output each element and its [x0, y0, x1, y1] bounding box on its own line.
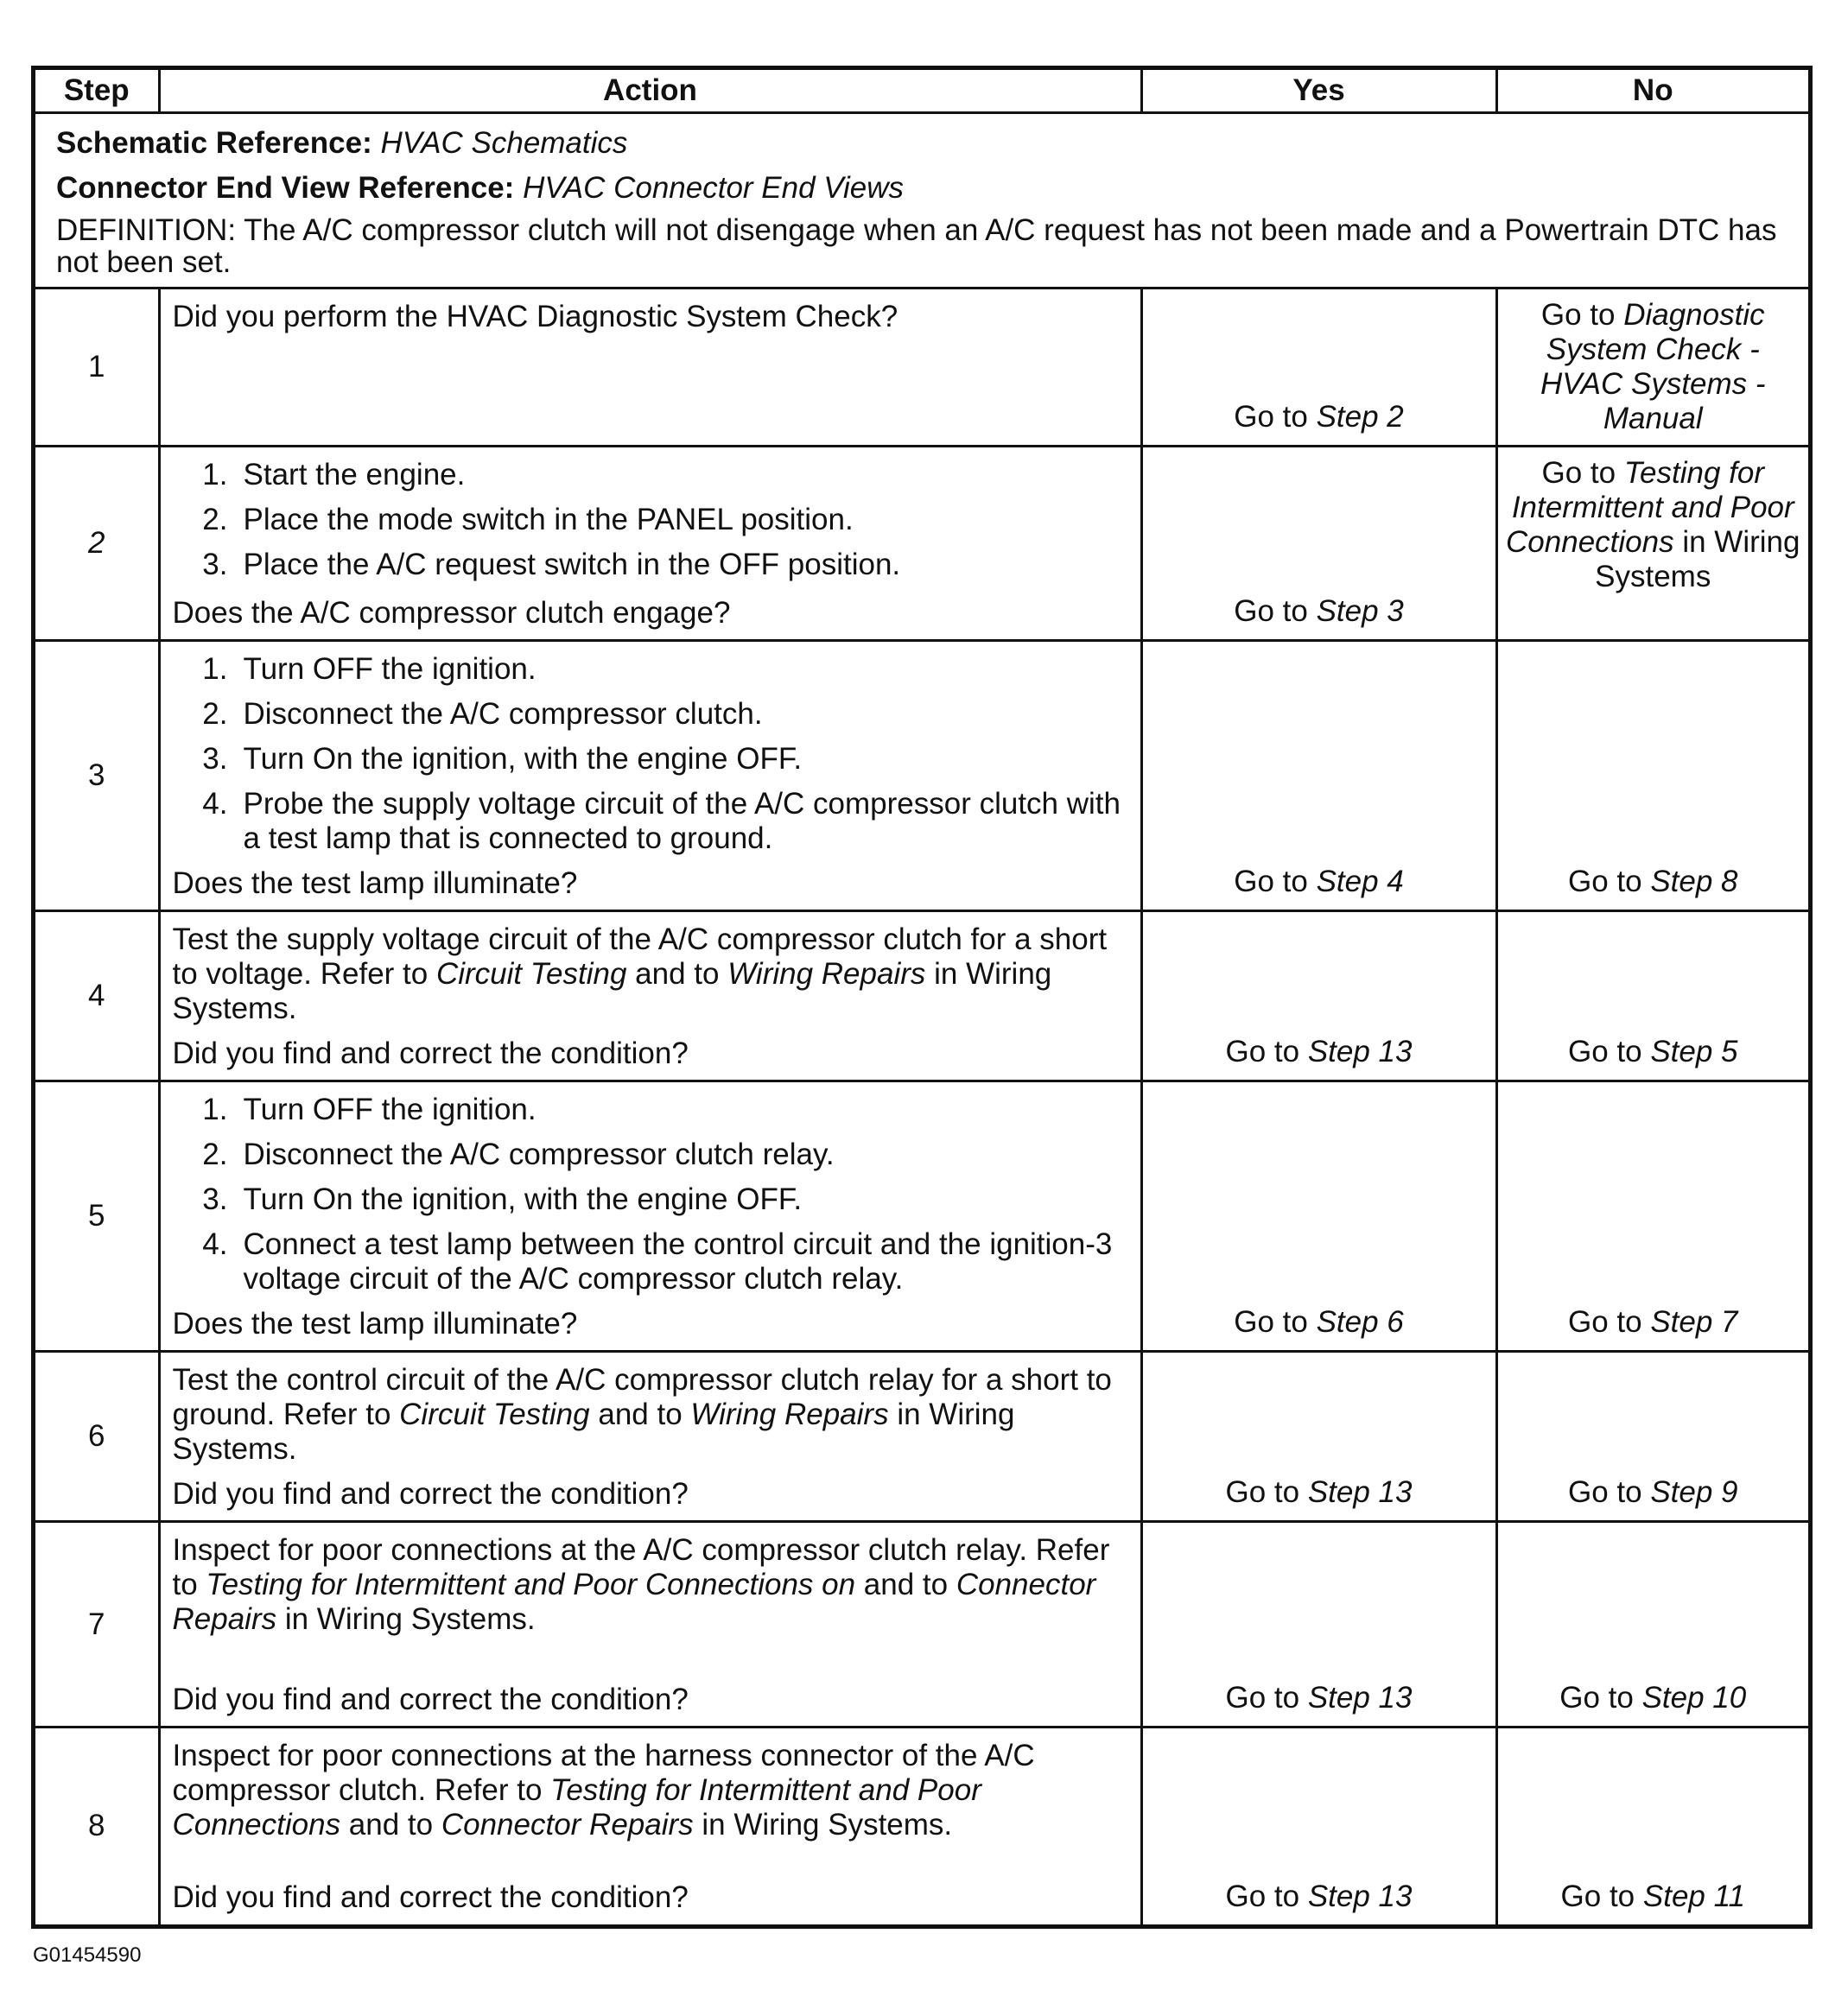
step-number: 3 — [35, 641, 159, 911]
action-body — [173, 1093, 1132, 1307]
step-row — [35, 911, 1808, 1081]
no-action-link[interactable]: Step 11 — [1642, 1879, 1745, 1913]
action-body — [173, 1533, 1132, 1647]
action-content — [173, 652, 1132, 901]
paragraph-text: and to — [626, 957, 728, 991]
yes-action-prefix: Go to — [1234, 1305, 1317, 1339]
paragraph-link[interactable]: Wiring Repairs — [727, 957, 926, 991]
no-action-prefix: Go to — [1567, 1475, 1651, 1509]
header-no: No — [1496, 70, 1808, 113]
action-step-number: 1. — [202, 1093, 228, 1126]
step-action — [159, 447, 1141, 641]
step-action — [159, 288, 1141, 447]
step-question: Did you find and correct the condition? — [172, 1880, 689, 1914]
step-row — [35, 1081, 1808, 1352]
no-action[interactable] — [1496, 288, 1808, 447]
yes-action-prefix: Go to — [1225, 1475, 1308, 1509]
reference-row — [35, 113, 1808, 288]
action-body — [173, 458, 1132, 593]
yes-action[interactable] — [1141, 1352, 1496, 1522]
action-step-text: Turn On the ignition, with the engine OFF. — [243, 1182, 803, 1216]
action-step-item — [173, 787, 1132, 856]
step-rows — [35, 288, 1808, 1924]
yes-action[interactable] — [1141, 288, 1496, 447]
action-step-number: 2. — [202, 1138, 228, 1171]
step-action — [159, 1522, 1141, 1728]
yes-action[interactable] — [1141, 1522, 1496, 1728]
no-action[interactable] — [1496, 1522, 1808, 1728]
step-row — [35, 1522, 1808, 1728]
step-number: 4 — [35, 911, 159, 1081]
action-content — [173, 458, 1132, 631]
step-question: Does the test lamp illuminate? — [172, 866, 578, 900]
step-number: 8 — [35, 1728, 159, 1924]
step-number: 1 — [35, 288, 159, 447]
yes-action[interactable] — [1141, 1728, 1496, 1924]
action-body — [173, 300, 1132, 334]
diagnostic-table — [35, 70, 1808, 1924]
no-action[interactable] — [1496, 447, 1808, 641]
action-paragraph — [173, 922, 1132, 1026]
action-step-item — [173, 1227, 1132, 1296]
paragraph-link[interactable]: Circuit Testing — [435, 957, 627, 991]
yes-action-link[interactable]: Step 13 — [1307, 1681, 1413, 1715]
connector-reference — [56, 166, 1787, 211]
yes-action-prefix: Go to — [1225, 1035, 1308, 1068]
no-action-prefix: Go to — [1567, 1035, 1651, 1068]
header-action: Action — [159, 70, 1141, 113]
yes-action-link[interactable]: Step 3 — [1316, 594, 1404, 628]
step-number: 6 — [35, 1352, 159, 1522]
step-number: 7 — [35, 1522, 159, 1728]
no-action-suffix: in Wiring Systems — [1595, 525, 1800, 593]
no-action-link[interactable]: Step 7 — [1650, 1305, 1738, 1339]
yes-action[interactable] — [1141, 911, 1496, 1081]
paragraph-text: and to — [589, 1398, 691, 1431]
paragraph-text: in Wiring Systems. — [693, 1808, 953, 1842]
step-question: Did you find and correct the condition? — [172, 1037, 689, 1070]
no-action-prefix: Go to — [1567, 865, 1651, 898]
yes-action[interactable] — [1141, 641, 1496, 911]
action-step-number: 2. — [202, 697, 228, 731]
paragraph-text: Test the supply voltage circuit of the A/C compressor clutch for a short to voltage. Refer to — [172, 922, 1108, 991]
action-step-text: Place the A/C request switch in the OFF position. — [243, 548, 901, 581]
step-question: Did you perform the HVAC Diagnostic System Check? — [172, 300, 898, 333]
paragraph-text: Inspect for poor connections at the A/C compressor clutch relay. Refer to — [172, 1533, 1110, 1601]
action-paragraph — [173, 1739, 1132, 1842]
no-action-prefix: Go to — [1540, 298, 1624, 332]
yes-action-prefix: Go to — [1234, 400, 1317, 434]
paragraph-text: in Wiring Systems. — [172, 1398, 1015, 1466]
yes-action-link[interactable]: Step 4 — [1316, 865, 1404, 898]
paragraph-text: and to — [855, 1568, 956, 1601]
no-action-link[interactable]: Step 5 — [1650, 1035, 1738, 1068]
paragraph-link[interactable]: Circuit Testing — [399, 1398, 590, 1431]
step-question: Does the A/C compressor clutch engage? — [172, 596, 731, 630]
action-content — [173, 300, 1132, 436]
reference-cell — [35, 113, 1808, 288]
diagnostic-table-frame — [31, 66, 1813, 1929]
paragraph-link[interactable]: Testing for Intermittent and Poor Connections — [172, 1773, 981, 1842]
yes-action-link[interactable]: Step 6 — [1316, 1305, 1404, 1339]
action-step-number: 3. — [202, 548, 228, 581]
no-action[interactable] — [1496, 911, 1808, 1081]
step-row — [35, 1728, 1808, 1924]
figure-id: G01454590 — [33, 1943, 142, 1967]
step-action — [159, 641, 1141, 911]
yes-action-prefix: Go to — [1234, 865, 1317, 898]
yes-action-prefix: Go to — [1234, 594, 1317, 628]
paragraph-text: in Wiring Systems. — [172, 957, 1052, 1025]
action-step-item — [173, 503, 1132, 537]
schematic-reference — [56, 121, 1787, 166]
action-content — [173, 1363, 1132, 1512]
action-step-item — [173, 652, 1132, 687]
header-row — [35, 70, 1808, 113]
action-step-text: Turn OFF the ignition. — [243, 652, 537, 686]
paragraph-link[interactable]: Wiring Repairs — [690, 1398, 889, 1431]
step-row — [35, 447, 1808, 641]
step-action — [159, 1081, 1141, 1352]
no-action-prefix: Go to — [1559, 1681, 1642, 1715]
yes-action-link[interactable]: Step 13 — [1307, 1035, 1413, 1068]
step-question: Did you find and correct the condition? — [172, 1683, 689, 1716]
definition-text: DEFINITION: The A/C compressor clutch will not disengage when an A/C request has not been made and a Powertrain DTC has not been set. — [56, 213, 1777, 279]
no-action[interactable] — [1496, 1352, 1808, 1522]
paragraph-text: Inspect for poor connections at the harness connector of the A/C compressor clutch. Refer to — [172, 1739, 1035, 1807]
action-steps-list — [173, 1093, 1132, 1296]
no-action-prefix: Go to — [1567, 1305, 1651, 1339]
action-content — [173, 1093, 1132, 1341]
no-action-link[interactable]: Step 8 — [1650, 865, 1738, 898]
action-step-text: Place the mode switch in the PANEL position. — [243, 503, 854, 536]
yes-action-prefix: Go to — [1225, 1879, 1308, 1913]
no-action-link[interactable]: Diagnostic System Check - HVAC Systems - Manual — [1540, 298, 1766, 435]
step-row — [35, 288, 1808, 447]
yes-action-prefix: Go to — [1225, 1681, 1308, 1715]
action-body — [173, 652, 1132, 866]
yes-action-link[interactable]: Step 2 — [1316, 400, 1404, 434]
action-content — [173, 1533, 1132, 1717]
no-action-prefix: Go to — [1560, 1879, 1643, 1913]
action-paragraph — [173, 1363, 1132, 1467]
step-number: 2 — [35, 447, 159, 641]
action-step-text: Turn On the ignition, with the engine OFF. — [243, 742, 803, 776]
action-paragraph — [173, 1533, 1132, 1637]
action-step-number: 4. — [202, 1227, 228, 1261]
action-steps-list — [173, 652, 1132, 856]
paragraph-link[interactable]: Connector Repairs — [172, 1568, 1096, 1636]
action-step-number: 2. — [202, 503, 228, 536]
no-action-prefix: Go to — [1541, 456, 1624, 490]
step-number: 5 — [35, 1081, 159, 1352]
header-step: Step — [35, 70, 159, 113]
action-step-number: 3. — [202, 1182, 228, 1216]
connector-reference-label: Connector End View Reference: — [56, 171, 515, 205]
action-step-text: Probe the supply voltage circuit of the A/C compressor clutch with a test lamp that is connected to ground. — [243, 787, 1121, 855]
action-step-text: Connect a test lamp between the control circuit and the ignition-3 voltage circuit of the A/C compressor clutch relay. — [243, 1227, 1113, 1296]
action-step-number: 3. — [202, 742, 228, 776]
no-action-link[interactable]: Step 10 — [1641, 1681, 1747, 1715]
step-action — [159, 911, 1141, 1081]
no-action[interactable] — [1496, 641, 1808, 911]
action-step-item — [173, 458, 1132, 492]
action-step-text: Turn OFF the ignition. — [243, 1093, 537, 1126]
paragraph-text: in Wiring Systems. — [276, 1602, 536, 1636]
action-steps-list — [173, 458, 1132, 582]
action-content — [173, 922, 1132, 1071]
action-step-item — [173, 742, 1132, 777]
action-step-item — [173, 1182, 1132, 1217]
step-question: Did you find and correct the condition? — [172, 1477, 689, 1511]
action-step-text: Disconnect the A/C compressor clutch relay. — [243, 1138, 835, 1171]
action-body — [173, 1363, 1132, 1477]
paragraph-link[interactable]: Testing for Intermittent and Poor Connections on — [206, 1568, 856, 1601]
schematic-reference-label: Schematic Reference: — [56, 126, 372, 160]
yes-action-link[interactable]: Step 13 — [1307, 1879, 1413, 1913]
action-content — [173, 1739, 1132, 1915]
no-action[interactable] — [1496, 1081, 1808, 1352]
step-row — [35, 641, 1808, 911]
yes-action[interactable] — [1141, 1081, 1496, 1352]
yes-action[interactable] — [1141, 447, 1496, 641]
action-step-item — [173, 548, 1132, 582]
paragraph-text: and to — [340, 1808, 441, 1842]
no-action-link[interactable]: Step 9 — [1650, 1475, 1738, 1509]
action-step-item — [173, 1093, 1132, 1127]
action-step-text: Start the engine. — [243, 458, 466, 491]
yes-action-link[interactable]: Step 13 — [1307, 1475, 1413, 1509]
connector-reference-link[interactable]: HVAC Connector End Views — [523, 171, 905, 205]
header-yes: Yes — [1141, 70, 1496, 113]
action-step-item — [173, 697, 1132, 732]
action-step-text: Disconnect the A/C compressor clutch. — [243, 697, 763, 731]
no-action[interactable] — [1496, 1728, 1808, 1924]
schematic-reference-link[interactable]: HVAC Schematics — [380, 126, 628, 160]
step-action — [159, 1352, 1141, 1522]
action-step-number: 4. — [202, 787, 228, 821]
action-step-number: 1. — [202, 652, 228, 686]
step-action — [159, 1728, 1141, 1924]
step-question: Does the test lamp illuminate? — [172, 1307, 578, 1341]
no-action-link[interactable]: Testing for Intermittent and Poor Connections — [1506, 456, 1794, 559]
action-step-item — [173, 1138, 1132, 1172]
action-body — [173, 922, 1132, 1037]
action-step-number: 1. — [202, 458, 228, 491]
action-body — [173, 1739, 1132, 1853]
paragraph-link[interactable]: Connector Repairs — [441, 1808, 694, 1842]
paragraph-text: Test the control circuit of the A/C compressor clutch relay for a short to ground. Refer to — [172, 1363, 1112, 1431]
step-row — [35, 1352, 1808, 1522]
